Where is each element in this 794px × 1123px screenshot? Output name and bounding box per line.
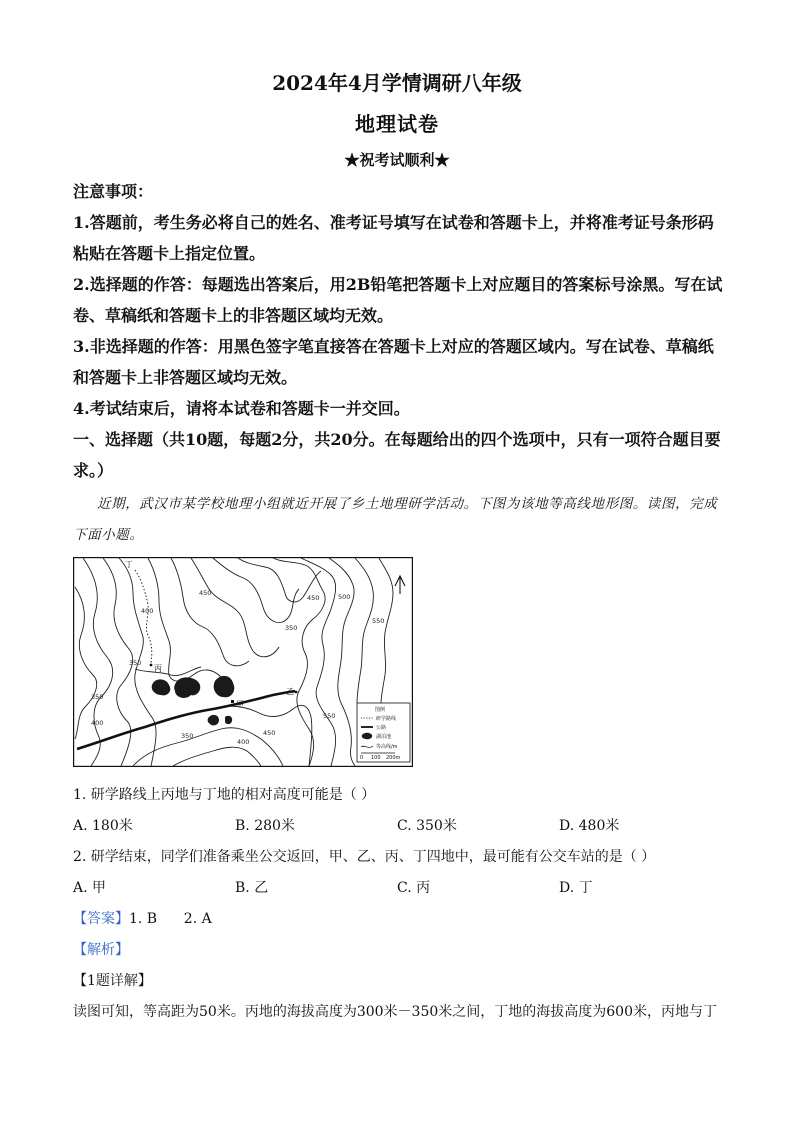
analysis-label: 【解析】 <box>73 941 129 958</box>
exam-notes <box>73 176 723 487</box>
map-legend <box>357 703 410 762</box>
place-dot-yi <box>295 691 298 694</box>
place-dot-bing <box>150 664 153 667</box>
question-stem: 1. 研学路线上丙地与丁地的相对高度可能是（ ） <box>73 786 376 803</box>
place-label-bing: 丙 <box>154 664 162 673</box>
elevation-label: 400 <box>237 738 250 746</box>
blessing-line: ★祝考试顺利★ <box>344 151 450 169</box>
elevation-label: 450 <box>199 589 212 597</box>
question-stem: 2. 研学结束，同学们准备乘坐公交返回，甲、乙、丙、丁四地中，最可能有公交车站的是（ ） <box>73 848 656 865</box>
option-b: B. 乙 <box>235 879 269 896</box>
elevation-label: 550 <box>323 712 336 720</box>
option-d: D. 丁 <box>559 879 593 896</box>
note-item: 2.选择题的作答：每题选出答案后，用2B铅笔把答题卡上对应题目的答案标号涂黑。写在试卷、草稿纸和答题卡上的非答题区域均无效。 <box>73 274 723 325</box>
notes-heading: 注意事项： <box>73 181 154 201</box>
question-options <box>73 811 723 842</box>
elevation-label: 450 <box>263 729 276 737</box>
place-dot-jia <box>231 700 234 703</box>
elevation-label: 550 <box>372 617 385 625</box>
place-label-yi: 乙 <box>286 687 294 696</box>
elevation-label: 450 <box>307 594 320 602</box>
questions-block <box>73 780 723 1028</box>
place-label-ding: 丁 <box>125 560 133 569</box>
option-a: A. 180米 <box>73 817 133 834</box>
answer-label: 【答案】 <box>73 910 129 927</box>
elevation-label: 350 <box>285 624 298 632</box>
legend-item: 湖泊池 <box>376 734 392 740</box>
answer-line <box>73 904 723 935</box>
answer-text: 1. B 2. A <box>129 910 212 927</box>
elevation-label: 350 <box>91 693 104 701</box>
option-c: C. 350米 <box>397 817 457 834</box>
elevation-label: 350 <box>129 659 142 667</box>
section-heading: 一、选择题（共10题，每题2分，共20分。在每题给出的四个选项中，只有一项符合题目要求。） <box>73 430 721 481</box>
elevation-label: 400 <box>91 719 104 727</box>
elevation-label: 400 <box>141 607 154 615</box>
note-item: 3.非选择题的作答：用黑色签字笔直接答在答题卡上对应的答题区域内。写在试卷、草稿纸和答题卡上非答题区域均无效。 <box>73 336 714 388</box>
note-item: 1.答题前，考生务必将自己的姓名、准考证号填写在试卷和答题卡上，并将准考证号条形码粘贴在答题卡上指定位置。 <box>73 212 714 263</box>
contour-map <box>73 557 413 767</box>
scale-label: 200m <box>386 755 401 761</box>
elevation-label: 500 <box>338 593 351 601</box>
legend-title: 图例 <box>375 707 386 713</box>
option-d: D. 480米 <box>559 817 620 834</box>
scale-label: 0 <box>360 755 364 761</box>
elevation-label: 350 <box>181 732 194 740</box>
legend-item: 公路 <box>376 725 387 731</box>
scale-label: 100 <box>371 755 381 761</box>
analysis-text: 读图可知，等高距为50米。丙地的海拔高度为300米－350米之间，丁地的海拔高度为600米，丙地与丁 <box>73 1003 717 1020</box>
question-intro: 近期，武汉市某学校地理小组就近开展了乡土地理研学活动。下图为该地等高线地形图。读图，完成下面小题。 <box>73 495 718 543</box>
option-a: A. 甲 <box>73 879 107 896</box>
contour-map-figure <box>73 557 413 767</box>
note-item: 4.考试结束后，请将本试卷和答题卡一并交回。 <box>73 399 410 419</box>
option-c: C. 丙 <box>397 879 431 896</box>
legend-item: 研学路线 <box>376 716 397 722</box>
analysis-subheading: 【1题详解】 <box>73 972 152 989</box>
place-label-jia: 甲 <box>236 700 244 709</box>
option-b: B. 280米 <box>235 817 295 834</box>
exam-title: 2024年4月学情调研八年级 <box>272 71 522 95</box>
question-options <box>73 873 723 904</box>
subject-title: 地理试卷 <box>355 112 439 136</box>
legend-item: 等高线/m <box>376 744 398 750</box>
